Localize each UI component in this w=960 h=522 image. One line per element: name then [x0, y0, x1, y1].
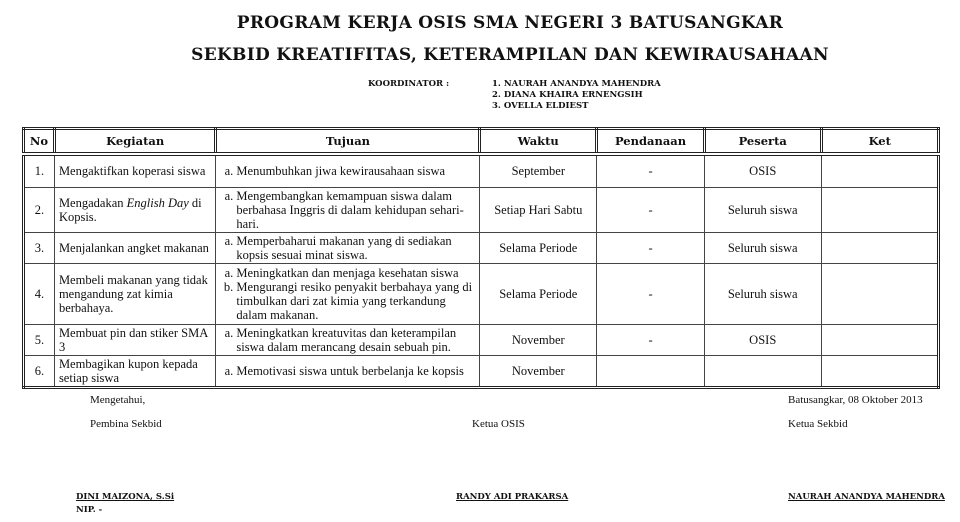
- pembina-nip: NIP. -: [76, 505, 103, 515]
- row-pendanaan: -: [597, 324, 705, 355]
- ketua-sekbid-role: Ketua Sekbid: [788, 418, 848, 430]
- table-row: [24, 263, 939, 324]
- row-pendanaan: [597, 355, 705, 387]
- header-ket: Ket: [821, 129, 938, 155]
- document-subtitle: SEKBID KREATIFITAS, KETERAMPILAN DAN KEWIRAUSAHAAN: [191, 45, 829, 65]
- mengetahui-label: Mengetahui,: [90, 394, 146, 406]
- table-header-row: [24, 129, 939, 155]
- row-no: 1.: [24, 154, 55, 187]
- row-no: 3.: [24, 232, 55, 263]
- row-waktu: September: [480, 154, 597, 187]
- table-row: [24, 154, 939, 187]
- row-kegiatan: Menjalankan angket makanan: [54, 232, 215, 263]
- koordinator-name: 3. OVELLA ELDIEST: [492, 101, 589, 111]
- tujuan-item: a. Meningkatkan dan menjaga kesehatan siswa: [236, 266, 475, 280]
- ketua-osis-role: Ketua OSIS: [472, 418, 525, 430]
- header-no: No: [24, 129, 55, 155]
- row-kegiatan: Membagikan kupon kepada setiap siswa: [54, 355, 215, 387]
- pembina-name: DINI MAIZONA, S.Si: [76, 492, 175, 502]
- row-tujuan: [216, 154, 480, 187]
- row-ket: [821, 232, 938, 263]
- row-waktu: November: [480, 324, 597, 355]
- row-no: 4.: [24, 263, 55, 324]
- row-waktu: Setiap Hari Sabtu: [480, 187, 597, 232]
- kegiatan-text: Mengadakan: [58, 195, 127, 210]
- row-tujuan: [216, 187, 480, 232]
- table-row: [24, 232, 939, 263]
- row-ket: [821, 154, 938, 187]
- place-date: Batusangkar, 08 Oktober 2013: [788, 394, 923, 406]
- row-peserta: Seluruh siswa: [704, 187, 821, 232]
- row-peserta: [704, 355, 821, 387]
- row-peserta: OSIS: [704, 154, 821, 187]
- header-waktu: Waktu: [480, 129, 597, 155]
- ketua-osis-name: RANDY ADI PRAKARSA: [456, 492, 569, 502]
- row-waktu: Selama Periode: [480, 232, 597, 263]
- row-no: 6.: [24, 355, 55, 387]
- table-row: [24, 324, 939, 355]
- kegiatan-text: di Kopsis.: [58, 195, 202, 224]
- table-row: [24, 187, 939, 232]
- tujuan-item: a. Menumbuhkan jiwa kewirausahaan siswa: [236, 164, 475, 178]
- ketua-sekbid-name: NAURAH ANANDYA MAHENDRA: [788, 492, 945, 502]
- koordinator-label: KOORDINATOR :: [368, 79, 450, 89]
- tujuan-item: a. Meningkatkan kreatuvitas dan keterampilan siswa dalam merancang desain sebuah pin.: [236, 326, 475, 354]
- row-pendanaan: -: [597, 187, 705, 232]
- row-kegiatan: Membeli makanan yang tidak mengandung zat kimia berbahaya.: [54, 263, 215, 324]
- row-kegiatan: [54, 187, 215, 232]
- row-no: 5.: [24, 324, 55, 355]
- row-peserta: OSIS: [704, 324, 821, 355]
- koordinator-name: 1. NAURAH ANANDYA MAHENDRA: [492, 79, 661, 89]
- koordinator-list: [492, 79, 661, 112]
- header-kegiatan: Kegiatan: [54, 129, 215, 155]
- table-row: [24, 355, 939, 387]
- tujuan-item: b. Mengurangi resiko penyakit berbahaya yang di timbulkan dari zat kimia yang terkandung dalam makanan.: [236, 280, 475, 322]
- kegiatan-text: English Day: [126, 195, 189, 210]
- tujuan-item: a. Mengembangkan kemampuan siswa dalam berbahasa Inggris di dalam kehidupan sehari-hari.: [236, 189, 475, 231]
- pembina-role: Pembina Sekbid: [90, 418, 162, 430]
- row-no: 2.: [24, 187, 55, 232]
- row-pendanaan: -: [597, 232, 705, 263]
- tujuan-item: a. Memperbaharui makanan yang di sediakan kopsis sesuai minat siswa.: [236, 234, 475, 262]
- row-tujuan: [216, 232, 480, 263]
- row-tujuan: [216, 324, 480, 355]
- row-waktu: November: [480, 355, 597, 387]
- header-tujuan: Tujuan: [216, 129, 480, 155]
- row-tujuan: [216, 263, 480, 324]
- row-ket: [821, 324, 938, 355]
- document-title: PROGRAM KERJA OSIS SMA NEGERI 3 BATUSANGKAR: [236, 13, 784, 33]
- row-peserta: Seluruh siswa: [704, 232, 821, 263]
- row-ket: [821, 187, 938, 232]
- row-ket: [821, 263, 938, 324]
- tujuan-item: a. Memotivasi siswa untuk berbelanja ke kopsis: [236, 364, 475, 378]
- koordinator-name: 2. DIANA KHAIRA ERNENGSIH: [492, 90, 643, 100]
- header-pendanaan: Pendanaan: [597, 129, 705, 155]
- row-kegiatan: Membuat pin dan stiker SMA 3: [54, 324, 215, 355]
- program-table: [22, 127, 940, 389]
- row-pendanaan: -: [597, 154, 705, 187]
- row-ket: [821, 355, 938, 387]
- row-waktu: Selama Periode: [480, 263, 597, 324]
- row-peserta: Seluruh siswa: [704, 263, 821, 324]
- row-tujuan: [216, 355, 480, 387]
- header-peserta: Peserta: [704, 129, 821, 155]
- row-pendanaan: -: [597, 263, 705, 324]
- row-kegiatan: Mengaktifkan koperasi siswa: [54, 154, 215, 187]
